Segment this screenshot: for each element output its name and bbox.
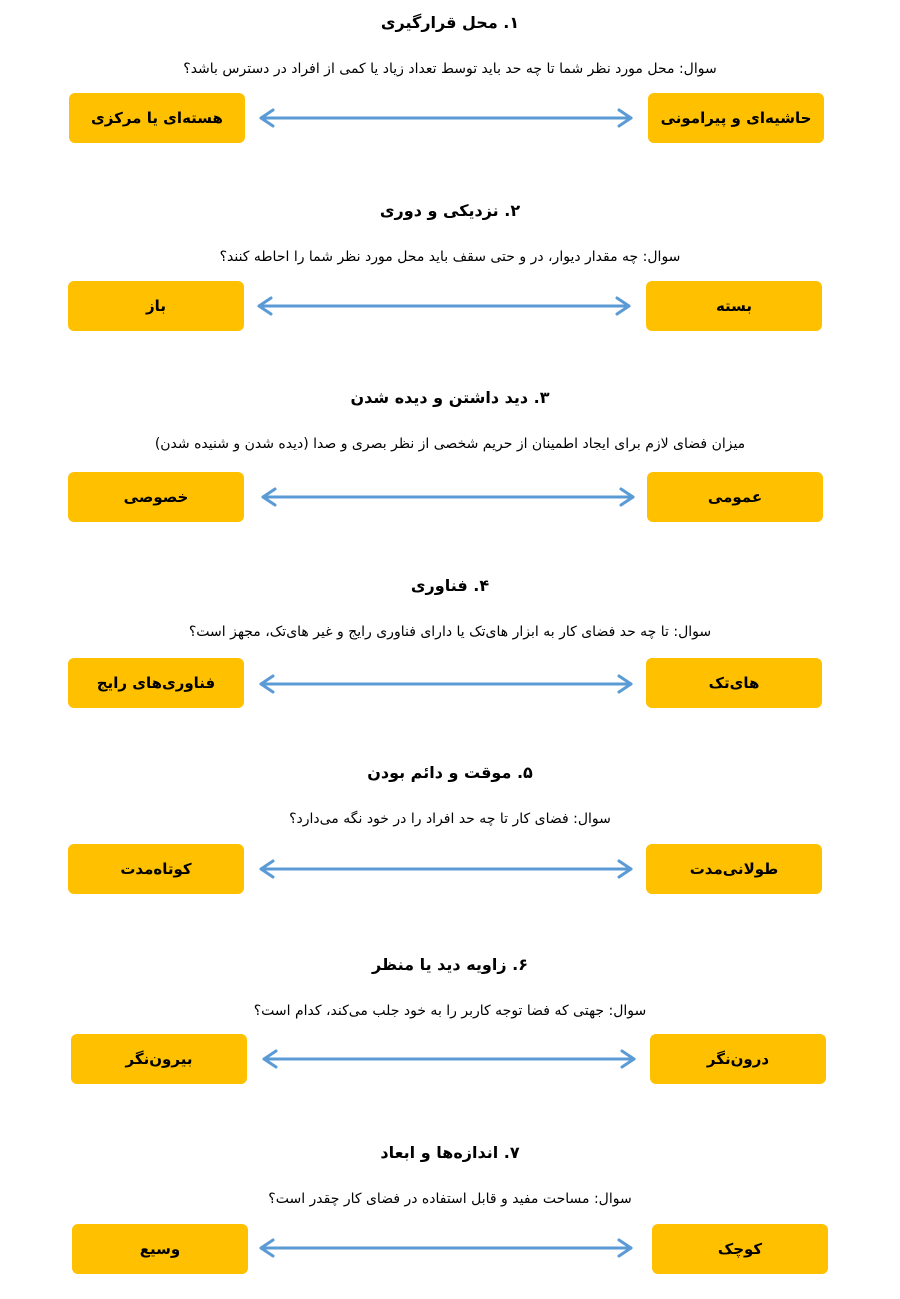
section-dimensions	[0, 1141, 900, 1291]
left-pole-box: وسیع	[72, 1224, 248, 1274]
section-question: میزان فضای لازم برای ایجاد اطمینان از حریم شخصی از نظر بصری و صدا (دیده شدن و شنیده شدن)	[154, 436, 746, 452]
section-question: سوال: مساحت مفید و قابل استفاده در فضای کار چقدر است؟	[268, 1191, 632, 1207]
right-pole-box: کوچک	[652, 1224, 828, 1274]
section-question: سوال: جهتی که فضا توجه کاربر را به خود جلب می‌کند، کدام است؟	[253, 1003, 647, 1019]
double-arrow-icon	[258, 487, 638, 507]
section-title: ۲. نزدیکی و دوری	[379, 201, 521, 220]
double-arrow-icon	[256, 674, 636, 694]
section-technology	[0, 574, 900, 724]
right-pole-box: بسته	[646, 281, 822, 331]
double-arrow-icon	[256, 859, 636, 879]
left-pole-box: باز	[68, 281, 244, 331]
section-title: ۶. زاویه دید یا منظر	[372, 955, 528, 974]
section-title: ۵. موقت و دائم بودن	[367, 763, 533, 782]
section-question: سوال: محل مورد نظر شما تا چه حد باید توسط تعداد زیاد یا کمی از افراد در دسترس باشد؟	[183, 61, 717, 77]
section-duration	[0, 761, 900, 911]
section-proximity	[0, 199, 900, 349]
section-question: سوال: تا چه حد فضای کار به ابزار های‌تک یا دارای فناوری رایج و غیر های‌تک، مجهز است؟	[188, 624, 712, 640]
section-title: ۴. فناوری	[410, 576, 490, 595]
left-pole-box: بیرون‌نگر	[71, 1034, 247, 1084]
right-pole-box: های‌تک	[646, 658, 822, 708]
right-pole-box: حاشیه‌ای و پیرامونی	[648, 93, 824, 143]
left-pole-box: خصوصی	[68, 472, 244, 522]
section-title: ۷. اندازه‌ها و ابعاد	[380, 1143, 520, 1162]
section-title: ۳. دید داشتن و دیده شدن	[350, 388, 550, 407]
double-arrow-icon	[256, 1238, 636, 1258]
section-visibility	[0, 386, 900, 536]
left-pole-box: هسته‌ای یا مرکزی	[69, 93, 245, 143]
right-pole-box: عمومی	[647, 472, 823, 522]
section-location	[0, 11, 900, 161]
double-arrow-icon	[259, 1049, 639, 1069]
section-question: سوال: فضای کار تا چه حد افراد را در خود نگه می‌دارد؟	[289, 811, 611, 827]
right-pole-box: درون‌نگر	[650, 1034, 826, 1084]
left-pole-box: کوتاه‌مدت	[68, 844, 244, 894]
double-arrow-icon	[254, 296, 634, 316]
left-pole-box: فناوری‌های رایج	[68, 658, 244, 708]
section-title: ۱. محل قرارگیری	[380, 13, 520, 32]
double-arrow-icon	[256, 108, 636, 128]
section-question: سوال: چه مقدار دیوار، در و حتی سقف باید محل مورد نظر شما را احاطه کنند؟	[219, 249, 681, 265]
right-pole-box: طولانی‌مدت	[646, 844, 822, 894]
section-viewpoint	[0, 953, 900, 1103]
